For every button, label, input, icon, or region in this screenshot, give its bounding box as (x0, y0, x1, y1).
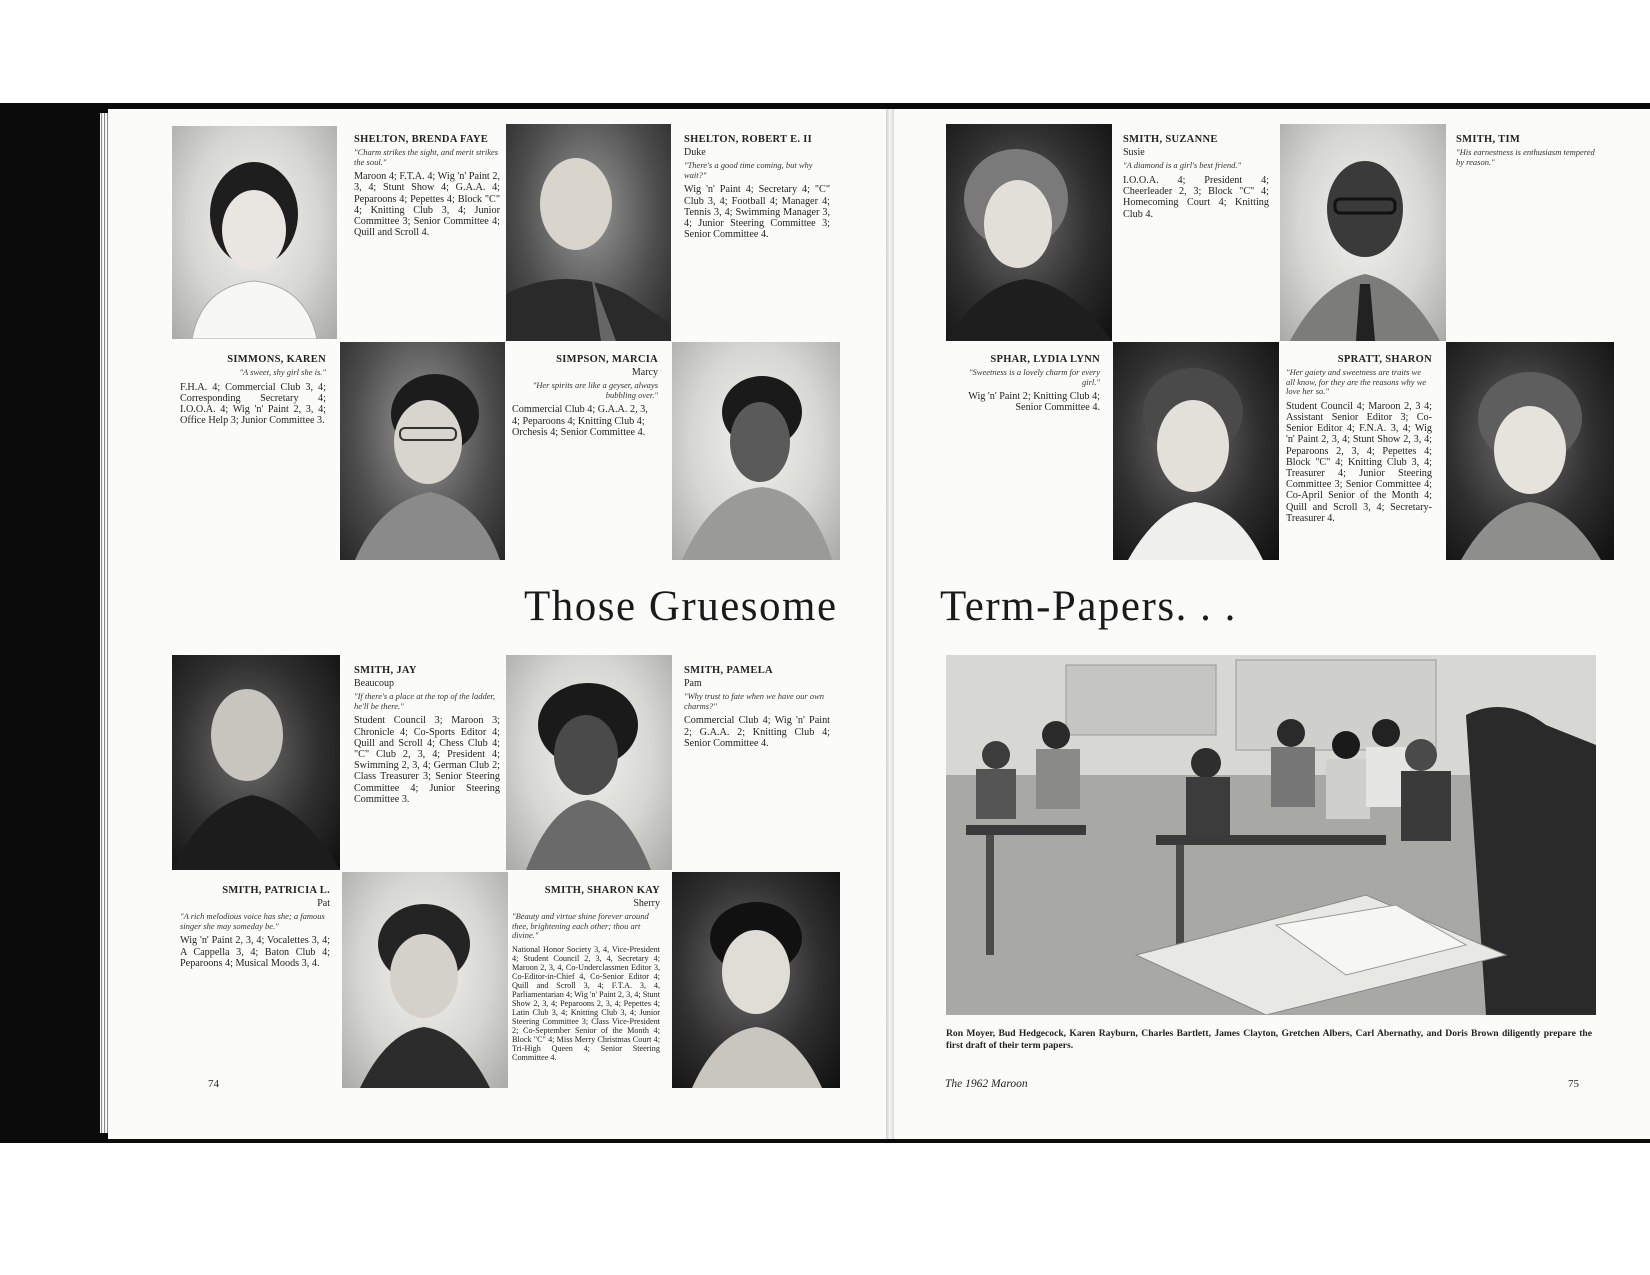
student-activities: Maroon 4; F.T.A. 4; Wig 'n' Paint 2, 3, 4; Stunt Show 4; G.A.A. 4; Peparoons 4; Pepettes 4; Block "C" 4; Knitting Club 3, 4; Junior Committee 3; Senior Committee 4; Quill and Scroll 4. (354, 171, 500, 239)
student-quote: "Beauty and virtue shine forever around thee, brightening each other; thou art divine." (512, 911, 649, 941)
student-activities: Wig 'n' Paint 4; Secretary 4; "C" Club 3, 4; Football 4; Manager 4; Tennis 3, 4; Swimming Manager 3, 4; Junior Steering Committee 3; Senior Committee 4. (684, 184, 830, 241)
student-name: SPRATT, SHARON (1337, 354, 1432, 365)
student-name: SMITH, PATRICIA L. (222, 885, 330, 896)
student-quote: "Charm strikes the sight, and merit strikes the soul." (354, 147, 499, 167)
student-activities: Commercial Club 4; Wig 'n' Paint 2; G.A.A. 2; Knitting Club 4; Senior Committee 4. (684, 715, 830, 749)
portrait-photo (506, 124, 671, 341)
student-name: SMITH, PAMELA (684, 665, 773, 676)
classroom-photo (946, 655, 1596, 1015)
headline-right: Term-Papers. . . (940, 583, 1237, 630)
student-entry (180, 354, 326, 427)
student-name: SMITH, SHARON KAY (544, 885, 660, 896)
student-quote: "Her spirits are like a geyser, always bubbling over." (532, 380, 658, 400)
student-nickname: Sherry (633, 898, 660, 910)
student-quote: "His earnestness is enthusiasm tempered by reason." (1456, 147, 1595, 167)
student-name: SIMMONS, KAREN (227, 354, 326, 365)
publication-title: The 1962 Maroon (945, 1078, 1028, 1090)
student-nickname: Susie (1123, 147, 1145, 159)
student-quote: "There's a good time coming, but why wait?" (684, 160, 813, 180)
student-entry (512, 885, 660, 1062)
portrait-photo (342, 872, 508, 1088)
student-name: SMITH, SUZANNE (1123, 134, 1218, 145)
portrait-photo (340, 342, 505, 560)
student-nickname: Pat (317, 898, 330, 910)
student-quote: "A diamond is a girl's best friend." (1123, 160, 1242, 171)
student-activities: Student Council 4; Maroon 2, 3 4; Assistant Senior Editor 3; Co-Senior Editor 4; F.N.A. 3, 4; Wig 'n' Paint 2, 3, 4; Stunt Show 2, 3, 4; Peparoons 2, 3, 4; Pepettes 4; Block "C" 4; Knitting Club 3, 4; Treasurer 4; Junior Steering Committee 3; Senior Committee 4; Co-April Senior of the Month 4; Quill and Scroll 3, 4; Secretary-Treasurer 4. (1286, 400, 1432, 524)
student-entry (684, 665, 830, 749)
portrait-photo (946, 124, 1112, 341)
student-entry (512, 354, 658, 438)
student-entry (354, 665, 500, 805)
student-nickname: Marcy (631, 367, 658, 379)
page-number-right: 75 (1568, 1078, 1579, 1090)
portrait-photo (672, 872, 840, 1088)
student-entry (354, 134, 500, 238)
book-gutter (886, 109, 894, 1139)
student-name: SIMPSON, MARCIA (556, 354, 658, 365)
student-entry (180, 885, 330, 969)
headline-left: Those Gruesome (524, 583, 838, 630)
student-entry (1123, 134, 1269, 220)
student-quote: "A rich melodious voice has she; a famous singer she may someday be." (180, 911, 325, 931)
student-entry (684, 134, 830, 240)
student-name: SMITH, JAY (354, 665, 417, 676)
student-nickname: Beaucoup (354, 678, 394, 690)
portrait-photo (172, 126, 337, 339)
student-activities: F.H.A. 4; Commercial Club 3, 4; Corresponding Secretary 4; I.O.O.A. 4; Wig 'n' Paint 2, 3, 4; Office Help 3; Junior Committee 3. (180, 381, 326, 427)
student-name: SHELTON, ROBERT E. II (684, 134, 812, 145)
student-activities: I.O.O.A. 4; President 4; Cheerleader 2, 3; Block "C" 4; Homecoming Court 4; Knitting Club 4. (1123, 174, 1269, 220)
student-name: SHELTON, BRENDA FAYE (354, 134, 489, 145)
portrait-photo (1113, 342, 1279, 560)
student-activities: Student Council 3; Maroon 3; Chronicle 4; Co-Sports Editor 4; Quill and Scroll 4; Chess Club 4; "C" Club 2, 3, 4; President 4; Swimming 2, 3, 4; German Club 2; Class Treasurer 3; Senior Steering Committee 4; Junior Steering Committee 3. (354, 715, 500, 805)
student-quote: "A sweet, shy girl she is." (239, 367, 326, 378)
student-entry (1286, 354, 1432, 524)
student-nickname: Pam (684, 678, 702, 690)
page-number-left: 74 (208, 1078, 219, 1090)
student-nickname: Duke (684, 147, 706, 159)
student-quote: "Why trust to fate when we have our own charms?" (684, 691, 825, 711)
portrait-photo (172, 655, 340, 870)
student-entry (952, 354, 1100, 414)
portrait-photo (1446, 342, 1614, 560)
portrait-photo (1280, 124, 1446, 341)
photo-caption: Ron Moyer, Bud Hedgecock, Karen Rayburn, Charles Bartlett, James Clayton, Gretchen Albers, Carl Abernathy, and Doris Brown diligently prepare the first draft of their term papers. (946, 1028, 1592, 1051)
portrait-photo (506, 655, 672, 870)
student-quote: "Sweetness is a lovely charm for every girl." (968, 367, 1100, 387)
student-activities: National Honor Society 3, 4, Vice-President 4; Student Council 2, 3, 4, Secretary 4; Maroon 2, 3, 4, Co-Underclassmen Editor 3, Co-Editor-in-Chief 4, Co-Senior Editor 4; Quill and Scroll 3, 4; F.T.A. 3, 4, Parliamentarian 4; Wig 'n' Paint 2, 3, 4; Stunt Show 2, 3, 4; Peparoons 2, 3, 4; Pepettes 4; Latin Club 3, 4; Knitting Club 3, 4; Junior Steering Committee 3; Class Vice-President 2; Co-September Senior of the Month 4; Block "C" 4; Miss Merry Christmas Court 4; Tri-High Queen 4; Senior Steering Committee 4. (512, 944, 661, 1062)
portrait-photo (672, 342, 840, 560)
student-name: SPHAR, LYDIA LYNN (990, 354, 1100, 365)
student-quote: "Her gaiety and sweetness are traits we all know, for they are the reasons why we love her so." (1286, 367, 1427, 397)
student-activities: Commercial Club 4; G.A.A. 2, 3, 4; Peparoons 4; Knitting Club 4; Orchesis 4; Senior Committee 4. (512, 404, 648, 438)
student-activities: Wig 'n' Paint 2, 3, 4; Vocalettes 3, 4; A Cappella 3, 4; Baton Club 4; Peparoons 4; Musical Moods 3, 4. (180, 935, 330, 969)
student-entry (1456, 134, 1596, 167)
student-activities: Wig 'n' Paint 2; Knitting Club 4; Senior Committee 4. (968, 391, 1100, 414)
student-name: SMITH, TIM (1456, 134, 1521, 145)
student-quote: "If there's a place at the top of the ladder, he'll be there." (354, 691, 496, 711)
